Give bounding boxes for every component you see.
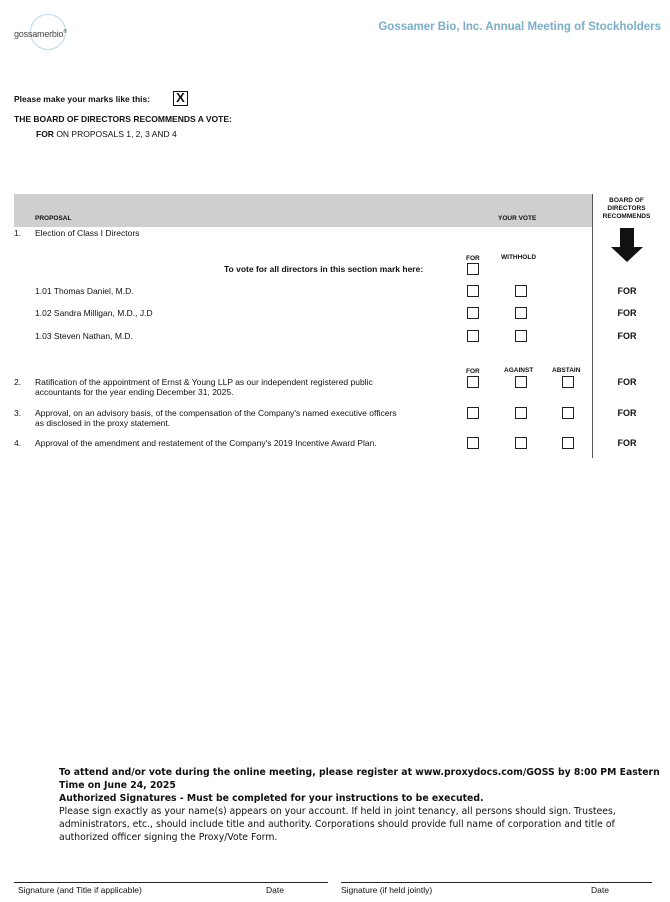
director-2-recommendation: FOR [617,308,637,318]
proposal-2-text: Ratification of the appointment of Ernst & Young LLP as our independent registered public accountants for the year ending December 31, 2025. [35,377,373,397]
proposal-2-recommendation: FOR [617,377,637,387]
director-2-name: 1.02 Sandra Milligan, M.D., J.D [35,308,153,318]
director-3-withhold-checkbox[interactable] [515,330,527,342]
proposal-4-text: Approval of the amendment and restatement of the Company's 2019 Incentive Award Plan. [35,438,377,448]
abstain-column-label: ABSTAIN [552,367,581,374]
date-2-label: Date [591,885,609,895]
signature-1-label: Signature (and Title if applicable) [18,885,142,895]
meeting-title: Gossamer Bio, Inc. Annual Meeting of Stockholders [378,21,661,33]
proposal-2-against-checkbox[interactable] [515,376,527,388]
proposal-3-abstain-checkbox[interactable] [562,407,574,419]
sign-instructions-line-1: Please sign exactly as your name(s) appears on your account. If held in joint tenancy, all persons should sign. Trustees, [59,806,616,817]
authorized-signatures-heading: Authorized Signatures - Must be completed for your instructions to be executed. [59,793,484,804]
proposal-3-for-checkbox[interactable] [467,407,479,419]
board-recommends-heading: THE BOARD OF DIRECTORS RECOMMENDS A VOTE: [14,114,232,124]
proposal-1-title: Election of Class I Directors [35,228,140,238]
for-proposals-line: FOR ON PROPOSALS 1, 2, 3 AND 4 [36,129,177,139]
director-3-name: 1.03 Steven Nathan, M.D. [35,331,133,341]
signature-2-label: Signature (if held jointly) [341,885,433,895]
signature-line-1[interactable] [14,882,328,883]
proposal-2-abstain-checkbox[interactable] [562,376,574,388]
proposal-3-recommendation: FOR [617,408,637,418]
proposal-3-against-checkbox[interactable] [515,407,527,419]
proposal-3-text: Approval, on an advisory basis, of the compensation of the Company's named executive officers as disclosed in the proxy statement. [35,408,397,428]
for-column-label-2: FOR [466,368,480,375]
proposal-4-abstain-checkbox[interactable] [562,437,574,449]
proposal-column-header: PROPOSAL [35,215,72,222]
proposal-header-bar [14,194,592,227]
proposal-4-recommendation: FOR [617,438,637,448]
proposal-3-number: 3. [14,408,22,418]
vote-all-directors-text: To vote for all directors in this section mark here: [224,264,424,274]
proposal-2-for-checkbox[interactable] [467,376,479,388]
company-logo: gossamerbio® [14,29,67,39]
director-1-name: 1.01 Thomas Daniel, M.D. [35,286,134,296]
proposal-4-against-checkbox[interactable] [515,437,527,449]
withhold-column-label: WITHHOLD [501,254,537,261]
proposal-4-for-checkbox[interactable] [467,437,479,449]
against-column-label: AGAINST [504,367,534,374]
sign-instructions-line-3: authorized officer signing the Proxy/Vote Form. [59,832,278,843]
down-arrow-icon [610,228,644,263]
board-recommends-header: BOARD OF DIRECTORS RECOMMENDS [602,197,651,220]
director-3-recommendation: FOR [617,331,637,341]
attend-meeting-line-2: Time on June 24, 2025 [59,780,176,791]
vote-all-directors-for-checkbox[interactable] [467,263,479,275]
director-2-for-checkbox[interactable] [467,307,479,319]
date-1-label: Date [266,885,284,895]
director-1-recommendation: FOR [617,286,637,296]
recommendation-column-divider [592,194,593,458]
proposal-2-number: 2. [14,377,22,387]
proposal-1-number: 1. [14,228,22,238]
for-column-label: FOR [466,255,480,262]
mark-example-box: X [173,91,188,106]
director-1-for-checkbox[interactable] [467,285,479,297]
marks-instruction: Please make your marks like this: [14,94,151,104]
signature-line-2[interactable] [341,882,652,883]
attend-meeting-line-1: To attend and/or vote during the online meeting, please register at www.proxydocs.com/GOSS by 8:00 PM Eastern [59,767,660,778]
sign-instructions-line-2: administrators, etc., should include title and authority. Corporations should provide full name of corporation and title of [59,819,615,830]
director-3-for-checkbox[interactable] [467,330,479,342]
director-1-withhold-checkbox[interactable] [515,285,527,297]
proposal-4-number: 4. [14,438,22,448]
your-vote-column-header: YOUR VOTE [498,215,537,222]
director-2-withhold-checkbox[interactable] [515,307,527,319]
